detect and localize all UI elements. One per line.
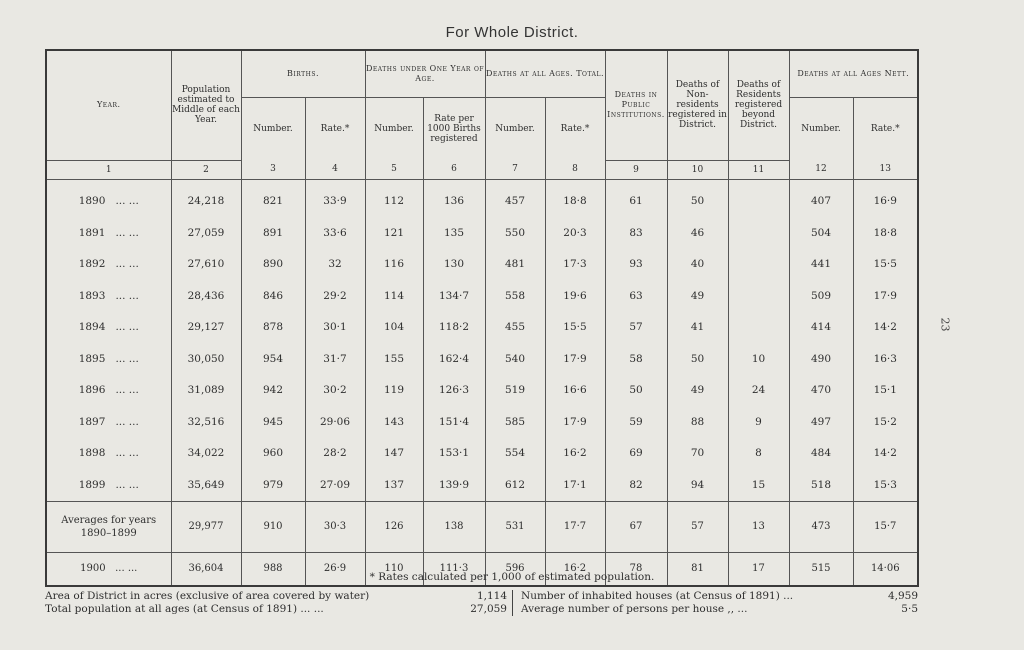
cell-nett-number: 441 (789, 249, 853, 281)
cell-infant-number: 104 (365, 312, 423, 344)
table-row (46, 375, 918, 407)
cell-total-rate: 17·9 (545, 343, 605, 375)
cell-total-number: 481 (485, 249, 545, 281)
table-row (46, 179, 918, 217)
cell-year (46, 375, 171, 407)
cell-births-number: 945 (241, 406, 305, 438)
cell-year (46, 469, 171, 501)
cell-nett-rate: 15·2 (853, 406, 918, 438)
column-number: 11 (728, 160, 789, 179)
cell-non-residents: 50 (667, 179, 728, 217)
footer-row (521, 590, 918, 603)
cell-births-rate: 30·2 (305, 375, 365, 407)
cell-total-number: 612 (485, 469, 545, 501)
footer-right (512, 590, 918, 616)
header-deaths-public-institutions: Deaths in Public Institutions. (605, 50, 667, 160)
cell-infant-number: 121 (365, 217, 423, 249)
cell-nett-number: 484 (789, 438, 853, 470)
cell-births-number: 890 (241, 249, 305, 281)
cell-population: 27,610 (171, 249, 241, 281)
cell-births-rate: 29·2 (305, 280, 365, 312)
year-value: 1900 (80, 563, 106, 574)
table-row (46, 438, 918, 470)
cell-year (46, 312, 171, 344)
cell-non-residents: 88 (667, 406, 728, 438)
year-value: 1892 (78, 258, 106, 271)
header-deaths-all-ages-total: Deaths at all Ages. Total. (485, 50, 605, 98)
cell-infant-number: 137 (365, 469, 423, 501)
cell-births-number: 821 (241, 179, 305, 217)
cell-total-number: 554 (485, 438, 545, 470)
header-population: Population estimated to Middle of each Year. (171, 50, 241, 160)
header-deaths-non-residents: Deaths of Non-residents registered in District. (667, 50, 728, 160)
column-number: 5 (365, 160, 423, 179)
cell-population: 34,022 (171, 438, 241, 470)
footnote: * Rates calculated per 1,000 of estimated population. (369, 571, 655, 583)
cell-non-residents: 70 (667, 438, 728, 470)
cell-total-number: 455 (485, 312, 545, 344)
cell-total-number: 519 (485, 375, 545, 407)
cell-year (46, 217, 171, 249)
year-value: 1893 (78, 289, 106, 302)
cell-infant-number: 147 (365, 438, 423, 470)
cell-infant-rate: 151·4 (423, 406, 485, 438)
year-dots: ... ... (115, 289, 139, 302)
table-row (46, 406, 918, 438)
column-number: 7 (485, 160, 545, 179)
header-deaths-under-one: Deaths under One Year of Age. (365, 50, 485, 98)
cell-public-institutions: 61 (605, 179, 667, 217)
cell-total-number: 596 (485, 552, 545, 586)
header-total-rate: Rate.* (545, 98, 605, 161)
cell-nett-rate: 14·2 (853, 438, 918, 470)
cell-public-institutions: 78 (605, 552, 667, 586)
cell-population: 36,604 (171, 552, 241, 586)
cell-year (46, 406, 171, 438)
cell-nett-number: 509 (789, 280, 853, 312)
cell-non-residents: 94 (667, 469, 728, 501)
footer-row (45, 590, 507, 603)
cell-year (46, 343, 171, 375)
header-births: Births. (241, 50, 365, 98)
cell-births-rate: 27·09 (305, 469, 365, 501)
cell-population: 31,089 (171, 375, 241, 407)
header-infant-rate: Rate per 1000 Births registered (423, 98, 485, 161)
year-dots: ... ... (115, 384, 139, 397)
table-row (46, 249, 918, 281)
cell-infant-rate: 139·9 (423, 469, 485, 501)
cell-nett-number: 490 (789, 343, 853, 375)
cell-births-rate: 31·7 (305, 343, 365, 375)
column-number: 2 (171, 160, 241, 179)
cell-residents-beyond (728, 217, 789, 249)
year-value: 1894 (78, 321, 106, 334)
cell-births-number: 979 (241, 469, 305, 501)
cell-nett-number: 515 (789, 552, 853, 586)
cell-residents-beyond: 10 (728, 343, 789, 375)
table-row (46, 343, 918, 375)
cell-nett-rate: 18·8 (853, 217, 918, 249)
footer-label: Total population at all ages (at Census of 1891) ... ... (45, 603, 324, 615)
cell-population: 28,436 (171, 280, 241, 312)
cell-residents-beyond (728, 280, 789, 312)
cell-infant-rate: 135 (423, 217, 485, 249)
cell-nett-rate: 16·9 (853, 179, 918, 217)
year-value: 1895 (78, 352, 106, 365)
cell-total-rate: 16·6 (545, 375, 605, 407)
cell-total-number: 550 (485, 217, 545, 249)
footer-row (45, 603, 507, 616)
cell-public-institutions: 69 (605, 438, 667, 470)
header-nett-rate: Rate.* (853, 98, 918, 161)
cell-infant-number: 116 (365, 249, 423, 281)
cell-total-rate: 19·6 (545, 280, 605, 312)
cell-residents-beyond: 13 (728, 501, 789, 552)
header-births-rate: Rate.* (305, 98, 365, 161)
cell-total-rate: 17·7 (545, 501, 605, 552)
cell-public-institutions: 57 (605, 312, 667, 344)
cell-residents-beyond: 24 (728, 375, 789, 407)
cell-non-residents: 49 (667, 375, 728, 407)
column-number: 8 (545, 160, 605, 179)
cell-non-residents: 46 (667, 217, 728, 249)
cell-infant-number: 112 (365, 179, 423, 217)
cell-births-rate: 33·9 (305, 179, 365, 217)
cell-residents-beyond: 8 (728, 438, 789, 470)
cell-infant-rate: 111·3 (423, 552, 485, 586)
cell-residents-beyond (728, 312, 789, 344)
cell-population: 32,516 (171, 406, 241, 438)
table-row (46, 312, 918, 344)
cell-public-institutions: 67 (605, 501, 667, 552)
averages-row (46, 501, 918, 552)
cell-nett-rate: 15·5 (853, 249, 918, 281)
cell-infant-rate: 153·1 (423, 438, 485, 470)
cell-year (46, 249, 171, 281)
footer-left (45, 590, 507, 616)
cell-nett-number: 518 (789, 469, 853, 501)
cell-total-rate: 15·5 (545, 312, 605, 344)
cell-births-number: 942 (241, 375, 305, 407)
footer-value: 4,959 (887, 590, 918, 602)
cell-population: 29,127 (171, 312, 241, 344)
footer-label: Area of District in acres (exclusive of area covered by water) (45, 590, 370, 602)
cell-total-number: 558 (485, 280, 545, 312)
cell-births-number: 960 (241, 438, 305, 470)
footer-value: 27,059 (470, 603, 507, 615)
cell-infant-number: 155 (365, 343, 423, 375)
cell-infant-rate: 138 (423, 501, 485, 552)
cell-residents-beyond: 9 (728, 406, 789, 438)
cell-nett-number: 473 (789, 501, 853, 552)
year-value: 1897 (78, 415, 106, 428)
cell-infant-rate: 134·7 (423, 280, 485, 312)
cell-total-rate: 16·2 (545, 438, 605, 470)
cell-births-rate: 26·9 (305, 552, 365, 586)
cell-infant-number: 110 (365, 552, 423, 586)
cell-total-rate: 16·2 (545, 552, 605, 586)
footer-row (521, 603, 918, 616)
header-total-number: Number. (485, 98, 545, 161)
column-number: 1 (46, 160, 171, 179)
cell-public-institutions: 63 (605, 280, 667, 312)
cell-population: 27,059 (171, 217, 241, 249)
footer-label: Average number of persons per house ,, ... (521, 603, 748, 615)
cell-population: 24,218 (171, 179, 241, 217)
year-dots: ... ... (115, 415, 139, 428)
cell-nett-rate: 17·9 (853, 280, 918, 312)
cell-total-rate: 18·8 (545, 179, 605, 217)
cell-total-number: 540 (485, 343, 545, 375)
cell-non-residents: 57 (667, 501, 728, 552)
cell-births-rate: 30·3 (305, 501, 365, 552)
cell-non-residents: 81 (667, 552, 728, 586)
year-value: 1898 (78, 447, 106, 460)
year-dots: ... ... (115, 195, 139, 208)
cell-nett-rate: 16·3 (853, 343, 918, 375)
cell-births-rate: 30·1 (305, 312, 365, 344)
cell-births-number: 910 (241, 501, 305, 552)
cell-infant-number: 114 (365, 280, 423, 312)
table-row (46, 217, 918, 249)
column-number: 3 (241, 160, 305, 179)
cell-public-institutions: 58 (605, 343, 667, 375)
header-infant-number: Number. (365, 98, 423, 161)
page-title: For Whole District. (445, 24, 579, 41)
header-deaths-residents-beyond: Deaths of Residents registered beyond District. (728, 50, 789, 160)
column-number: 12 (789, 160, 853, 179)
cell-total-rate: 17·9 (545, 406, 605, 438)
cell-public-institutions: 59 (605, 406, 667, 438)
year-dots: ... ... (115, 563, 138, 574)
footer-value: 1,114 (476, 590, 507, 602)
cell-births-rate: 29·06 (305, 406, 365, 438)
cell-non-residents: 41 (667, 312, 728, 344)
cell-residents-beyond: 17 (728, 552, 789, 586)
cell-total-rate: 17·1 (545, 469, 605, 501)
year-dots: ... ... (115, 226, 139, 239)
cell-infant-number: 119 (365, 375, 423, 407)
column-number: 13 (853, 160, 918, 179)
cell-year (46, 179, 171, 217)
cell-nett-rate: 15·3 (853, 469, 918, 501)
cell-births-number: 878 (241, 312, 305, 344)
cell-infant-rate: 136 (423, 179, 485, 217)
cell-year (46, 438, 171, 470)
column-number: 6 (423, 160, 485, 179)
cell-residents-beyond (728, 179, 789, 217)
cell-public-institutions: 93 (605, 249, 667, 281)
year-dots: ... ... (115, 447, 139, 460)
cell-residents-beyond: 15 (728, 469, 789, 501)
cell-non-residents: 50 (667, 343, 728, 375)
cell-births-number: 988 (241, 552, 305, 586)
cell-nett-number: 414 (789, 312, 853, 344)
year-dots: ... ... (115, 352, 139, 365)
year-value: 1899 (78, 478, 106, 491)
year-dots: ... ... (115, 478, 139, 491)
cell-infant-rate: 126·3 (423, 375, 485, 407)
cell-infant-rate: 130 (423, 249, 485, 281)
cell-total-number: 531 (485, 501, 545, 552)
header-deaths-all-ages-nett: Deaths at all Ages Nett. (789, 50, 918, 98)
cell-nett-number: 504 (789, 217, 853, 249)
header-nett-number: Number. (789, 98, 853, 161)
header-births-number: Number. (241, 98, 305, 161)
year-value: 1896 (78, 384, 106, 397)
cell-births-rate: 33·6 (305, 217, 365, 249)
cell-non-residents: 49 (667, 280, 728, 312)
cell-public-institutions: 83 (605, 217, 667, 249)
cell-residents-beyond (728, 249, 789, 281)
cell-population: 29,977 (171, 501, 241, 552)
page-number: 23 (938, 317, 952, 332)
year-dots: ... ... (115, 258, 139, 271)
cell-nett-number: 407 (789, 179, 853, 217)
cell-nett-rate: 14·06 (853, 552, 918, 586)
cell-births-number: 846 (241, 280, 305, 312)
column-number: 10 (667, 160, 728, 179)
cell-births-rate: 28·2 (305, 438, 365, 470)
cell-public-institutions: 82 (605, 469, 667, 501)
column-number: 4 (305, 160, 365, 179)
cell-total-number: 457 (485, 179, 545, 217)
cell-infant-rate: 162·4 (423, 343, 485, 375)
year-dots: ... ... (115, 321, 139, 334)
averages-label: Averages for years 1890–1899 (46, 501, 171, 552)
cell-total-rate: 17·3 (545, 249, 605, 281)
cell-nett-rate: 14·2 (853, 312, 918, 344)
cell-total-number: 585 (485, 406, 545, 438)
cell-infant-number: 126 (365, 501, 423, 552)
cell-births-number: 954 (241, 343, 305, 375)
header-year: Year. (46, 50, 171, 160)
table-row (46, 469, 918, 501)
cell-nett-rate: 15·1 (853, 375, 918, 407)
column-number: 9 (605, 160, 667, 179)
footer-value: 5·5 (901, 603, 918, 615)
footer-label: Number of inhabited houses (at Census of 1891) ... (521, 590, 794, 602)
cell-public-institutions: 50 (605, 375, 667, 407)
table-row (46, 280, 918, 312)
cell-year (46, 280, 171, 312)
cell-nett-number: 497 (789, 406, 853, 438)
cell-nett-rate: 15·7 (853, 501, 918, 552)
cell-infant-rate: 118·2 (423, 312, 485, 344)
cell-nett-number: 470 (789, 375, 853, 407)
cell-total-rate: 20·3 (545, 217, 605, 249)
cell-births-number: 891 (241, 217, 305, 249)
cell-non-residents: 40 (667, 249, 728, 281)
year-value: 1890 (78, 195, 106, 208)
cell-population: 30,050 (171, 343, 241, 375)
year-value: 1891 (78, 226, 106, 239)
cell-population: 35,649 (171, 469, 241, 501)
cell-infant-number: 143 (365, 406, 423, 438)
cell-births-rate: 32 (305, 249, 365, 281)
vital-statistics-table (45, 49, 919, 587)
